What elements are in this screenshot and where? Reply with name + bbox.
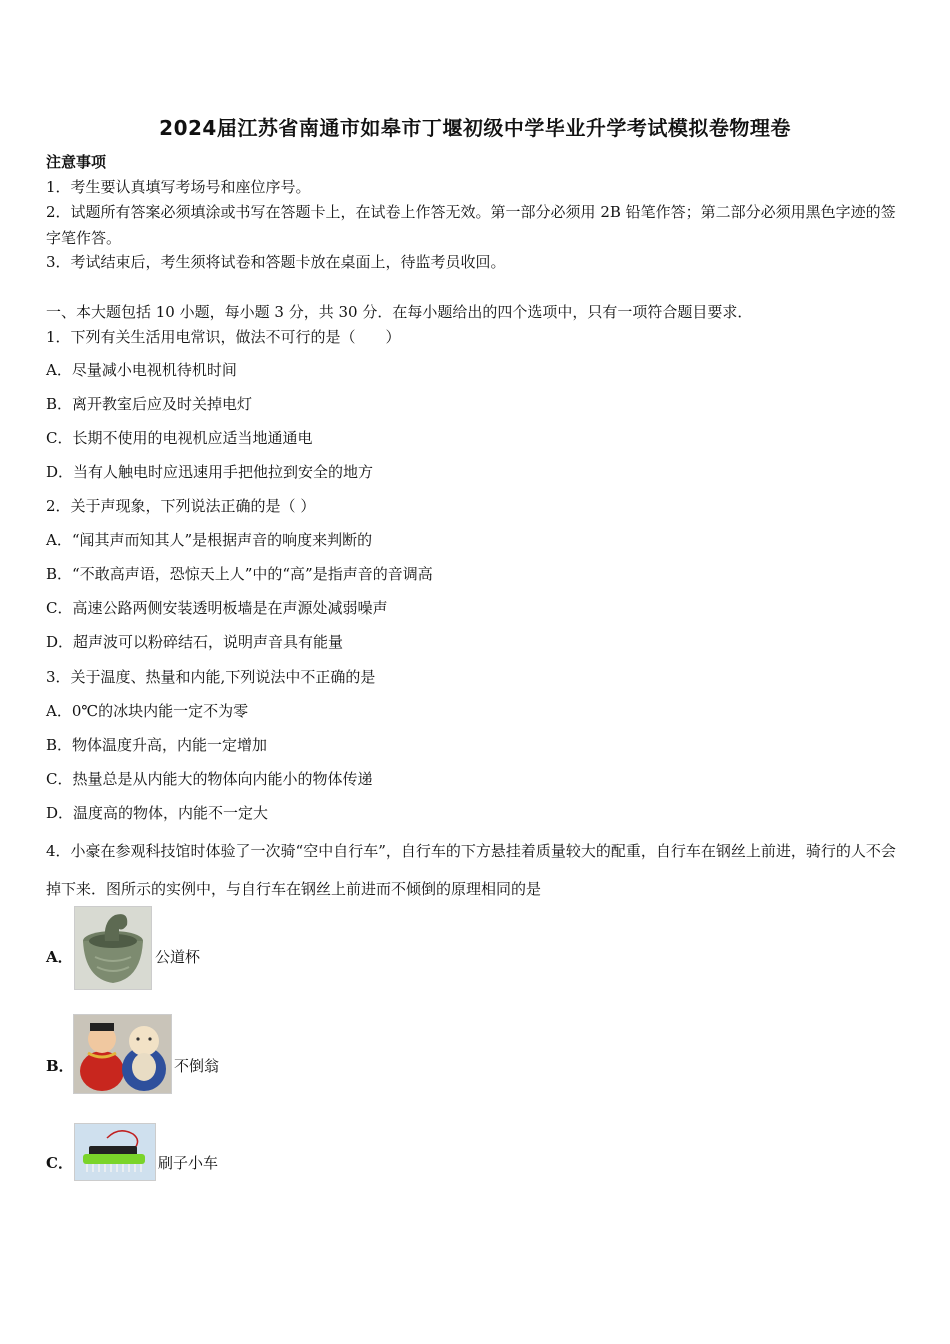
question-4-option-b-caption: 不倒翁	[174, 1057, 220, 1075]
question-4-stem: 4．小豪在参观科技馆时体验了一次骑“空中自行车”，自行车的下方悬挂着质量较大的配重，自行车在钢丝上前进，骑行的人不会掉下来．图所示的实例中，与自行车在钢丝上前进而不倾倒的原理相同的是	[46, 842, 896, 898]
question-4-option-a-caption: 公道杯	[155, 948, 201, 966]
brush-car-photo	[74, 1123, 156, 1181]
question-3-option-b: B．物体温度升高，内能一定增加	[46, 736, 268, 754]
tumbler-doll-photo	[73, 1014, 172, 1094]
gongdao-cup-photo	[74, 906, 152, 990]
question-3-stem: 3．关于温度、热量和内能,下列说法中不正确的是	[46, 668, 376, 686]
question-2-stem: 2．关于声现象，下列说法正确的是（ ）	[46, 497, 316, 515]
notice-item-3: 3．考试结束后，考生须将试卷和答题卡放在桌面上，待监考员收回。	[46, 253, 506, 271]
question-1-option-c: C．长期不使用的电视机应适当地通通电	[46, 429, 313, 447]
notice-item-2: 2．试题所有答案必须填涂或书写在答题卡上，在试卷上作答无效。第一部分必须用 2B 铅笔作答；第二部分必须用黑色字迹的签字笔作答。	[46, 203, 896, 247]
question-1-stem: 1．下列有关生活用电常识，做法不可行的是（ ）	[46, 328, 401, 346]
section-heading: 一、本大题包括 10 小题，每小题 3 分，共 30 分．在每小题给出的四个选项中，只有一项符合题目要求．	[46, 303, 753, 321]
question-1-option-b: B．离开教室后应及时关掉电灯	[46, 395, 253, 413]
notice-item-1: 1．考生要认真填写考场号和座位序号。	[46, 178, 311, 196]
question-4-option-a-label: A．	[46, 948, 73, 966]
question-3-option-d: D．温度高的物体，内能不一定大	[46, 804, 269, 822]
question-2-option-a: A．“闻其声而知其人”是根据声音的响度来判断的	[46, 531, 373, 549]
question-2-option-c: C．高速公路两侧安装透明板墙是在声源处减弱噪声	[46, 599, 388, 617]
question-4-option-b-label: B．	[46, 1057, 74, 1075]
question-2-option-d: D．超声波可以粉碎结石，说明声音具有能量	[46, 633, 344, 651]
question-4-option-c-label: C．	[46, 1154, 73, 1172]
question-3-option-c: C．热量总是从内能大的物体向内能小的物体传递	[46, 770, 373, 788]
question-2-option-b: B．“不敢高声语，恐惊天上人”中的“高”是指声音的音调高	[46, 565, 433, 583]
question-3-option-a: A．0℃的冰块内能一定不为零	[46, 702, 249, 720]
question-4-option-c-caption: 刷子小车	[158, 1154, 219, 1172]
notice-heading: 注意事项	[46, 153, 107, 171]
question-1-option-a: A．尽量减小电视机待机时间	[46, 361, 237, 379]
page-title: 2024届江苏省南通市如皋市丁堰初级中学毕业升学考试模拟卷物理卷	[159, 116, 791, 140]
question-1-option-d: D．当有人触电时应迅速用手把他拉到安全的地方	[46, 463, 374, 481]
